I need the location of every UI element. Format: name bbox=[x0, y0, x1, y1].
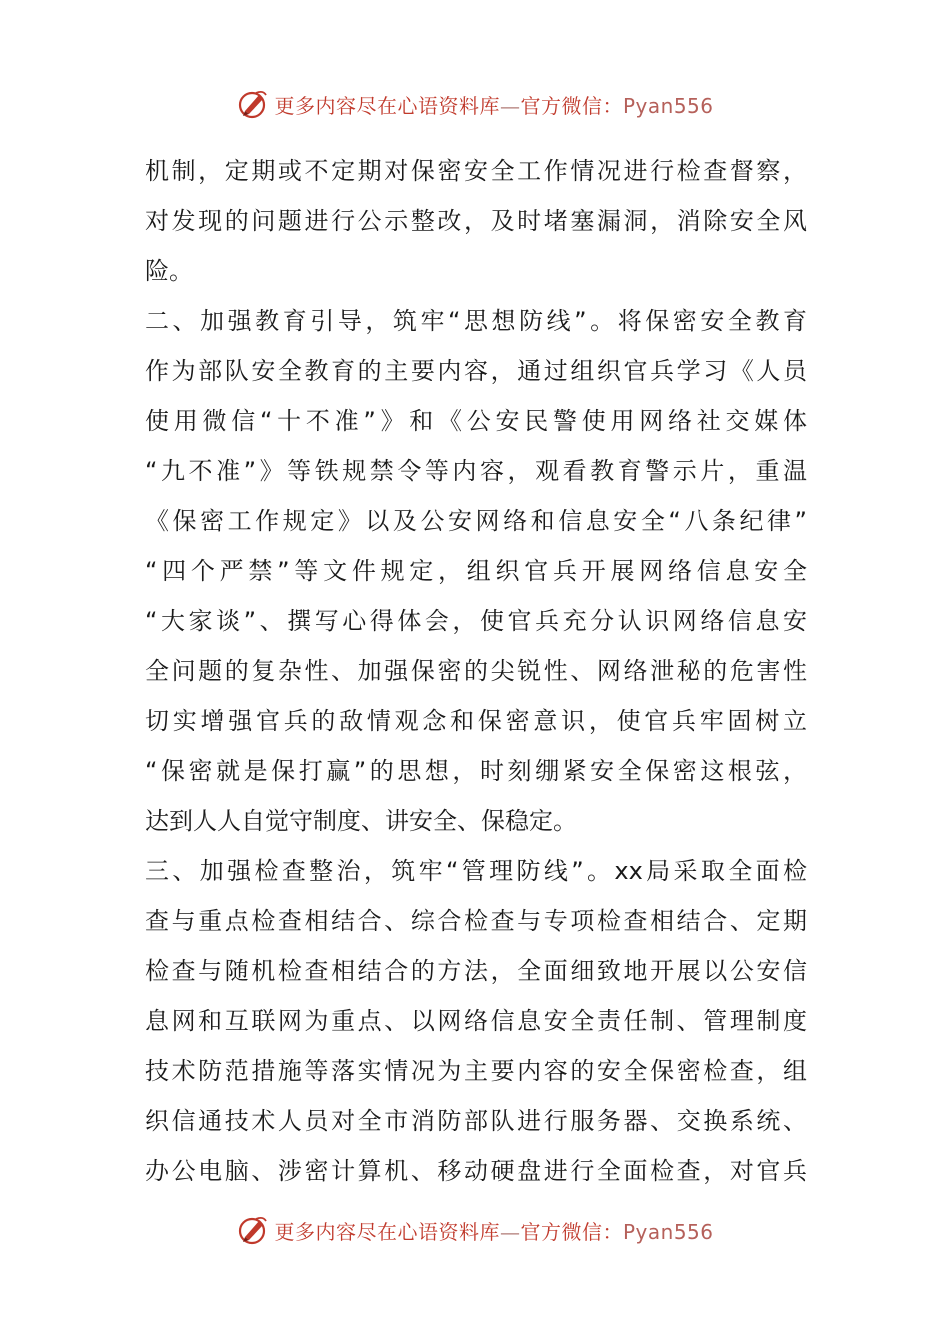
text-line: 织信通技术人员对全市消防部队进行服务器、交换系统、 bbox=[145, 1107, 807, 1135]
watermark-text bbox=[274, 90, 713, 119]
text-line: 检查与随机检查相结合的方法，全面细致地开展以公安信 bbox=[145, 957, 807, 985]
watermark-wechat-label: 官方微信： bbox=[520, 1219, 623, 1244]
watermark-site: 更多内容尽在心语资料库 bbox=[274, 1219, 500, 1244]
text-line: 查与重点检查相结合、综合检查与专项检查相结合、定期 bbox=[145, 907, 807, 935]
text-line: 机制，定期或不定期对保密安全工作情况进行检查督察， bbox=[145, 157, 807, 185]
pen-logo-icon bbox=[236, 1213, 270, 1247]
watermark-text bbox=[274, 1216, 713, 1245]
text-line: “四个严禁”等文件规定，组织官兵开展网络信息安全 bbox=[145, 557, 807, 585]
watermark-wechat-label: 官方微信： bbox=[520, 93, 623, 118]
text-line: “九不准”》等铁规禁令等内容，观看教育警示片，重温 bbox=[145, 457, 807, 485]
text-line: 作为部队安全教育的主要内容，通过组织官兵学习《人员 bbox=[145, 357, 807, 385]
text-line: “大家谈”、撰写心得体会，使官兵充分认识网络信息安 bbox=[145, 607, 807, 635]
text-line: 切实增强官兵的敌情观念和保密意识，使官兵牢固树立 bbox=[145, 707, 807, 735]
text-line: 二、加强教育引导，筑牢“思想防线”。将保密安全教育 bbox=[145, 307, 807, 335]
watermark-separator: — bbox=[499, 1219, 521, 1244]
watermark-wechat-id: Pyan556 bbox=[622, 93, 714, 118]
text-line: 息网和互联网为重点、以网络信息安全责任制、管理制度 bbox=[145, 1007, 807, 1035]
text-line: 使用微信“十不准”》和《公安民警使用网络社交媒体 bbox=[145, 407, 807, 435]
text-line: 《保密工作规定》以及公安网络和信息安全“八条纪律” bbox=[145, 507, 807, 535]
text-line: 办公电脑、涉密计算机、移动硬盘进行全面检查，对官兵 bbox=[145, 1157, 807, 1185]
text-line: 险。 bbox=[145, 257, 193, 285]
text-line: “保密就是保打赢”的思想，时刻绷紧安全保密这根弦， bbox=[145, 757, 807, 785]
watermark-banner-top bbox=[0, 84, 950, 124]
text-line: 三、加强检查整治，筑牢“管理防线”。xx局采取全面检 bbox=[145, 857, 807, 885]
document-body bbox=[145, 146, 807, 1196]
text-line: 达到人人自觉守制度、讲安全、保稳定。 bbox=[145, 807, 577, 835]
text-line: 全问题的复杂性、加强保密的尖锐性、网络泄秘的危害性 bbox=[145, 657, 807, 685]
watermark-site: 更多内容尽在心语资料库 bbox=[274, 93, 500, 118]
watermark-separator: — bbox=[499, 93, 521, 118]
text-line: 对发现的问题进行公示整改，及时堵塞漏洞，消除安全风 bbox=[145, 207, 807, 235]
pen-logo-icon bbox=[236, 87, 270, 121]
watermark-wechat-id: Pyan556 bbox=[622, 1219, 714, 1244]
text-line: 技术防范措施等落实情况为主要内容的安全保密检查，组 bbox=[145, 1057, 807, 1085]
watermark-banner-bottom bbox=[0, 1210, 950, 1250]
